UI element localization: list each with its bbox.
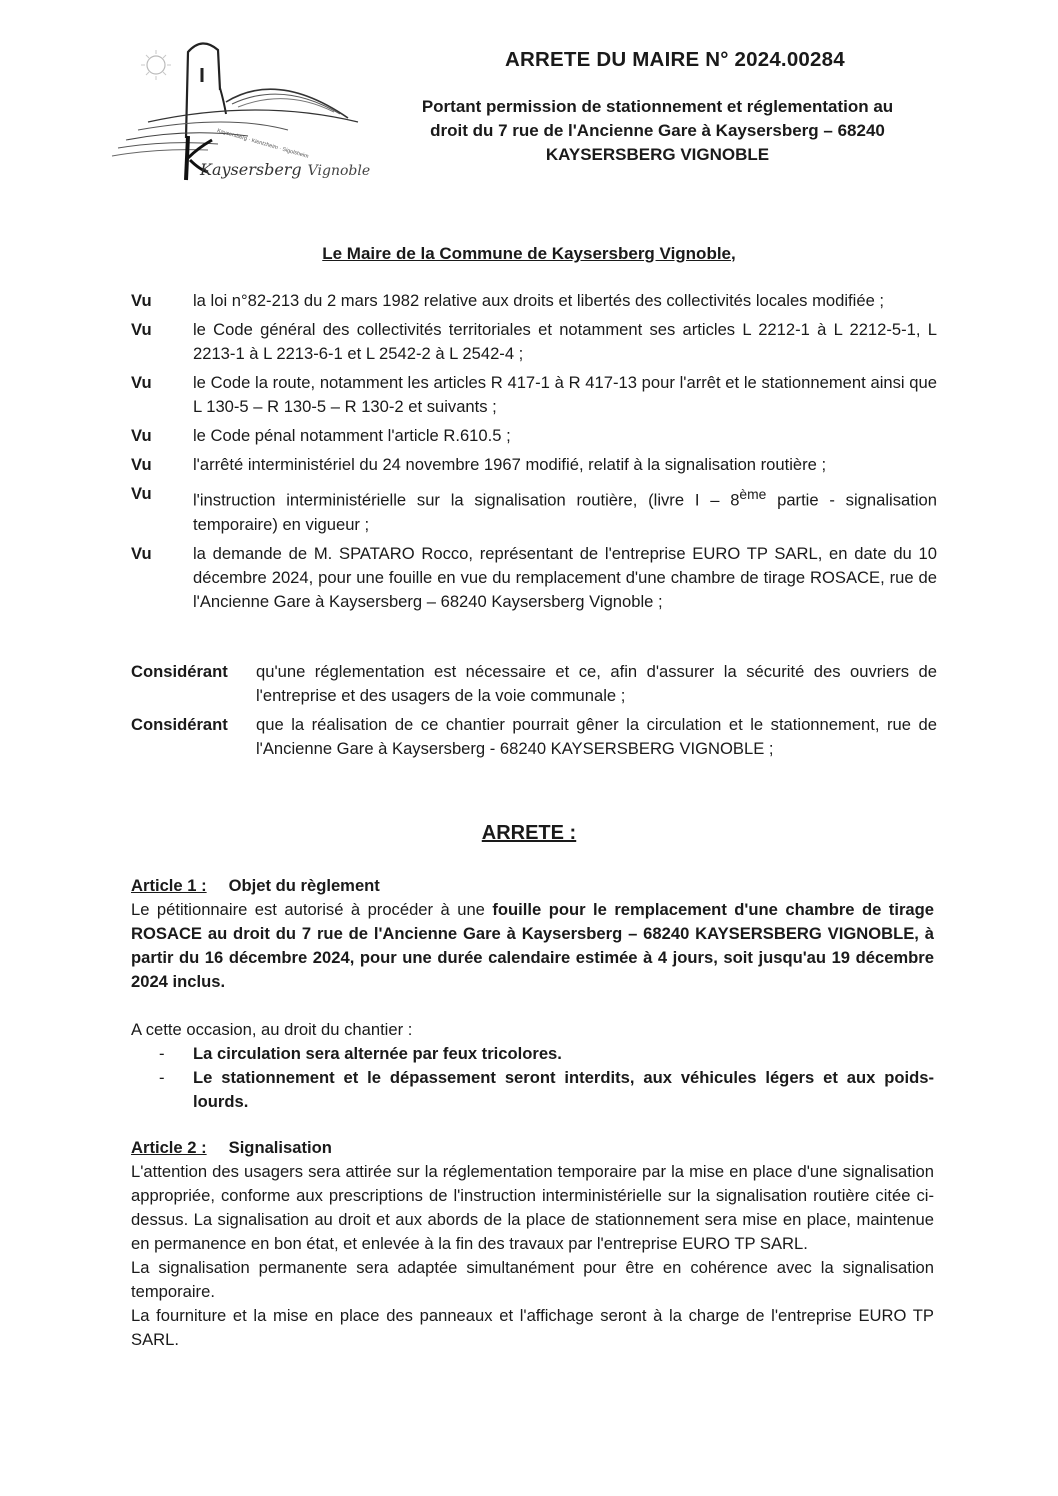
vu-label: Vu	[131, 455, 152, 474]
spacer	[131, 994, 934, 1018]
vu-text	[193, 482, 937, 537]
vu-text-part: l'instruction interministérielle sur la signalisation routière, (livre I – 8	[193, 490, 740, 510]
article-1-heading	[131, 874, 934, 898]
article-1-bold-text: fouille pour le remplacement d'une chambre de tirage ROSACE au droit du 7 rue de l'Ancienne Gare à Kaysersberg – 68240 KAYSERSBERG VIGNOBLE, à partir du 16 décembre 2024, pour une durée calendaire estimée à 4 jours, soit jusqu'au 19 décembre 2024 inclus.	[131, 900, 934, 991]
article-2-paragraph-3: La fourniture et la mise en place des panneaux et l'affichage seront à la charge de l'entreprise EURO TP SARL.	[131, 1306, 934, 1349]
vu-list	[131, 289, 937, 619]
mayor-heading: Le Maire de la Commune de Kaysersberg Vignoble,	[322, 244, 736, 263]
article-2-number: Article 2 :	[131, 1138, 207, 1157]
considerant-list	[131, 660, 937, 766]
article-1-number: Article 1 :	[131, 876, 207, 895]
vu-text: le Code général des collectivités territoriales et notamment ses articles L 2212-1 à L 2212-5-1, L 2213-1 à L 2213-6-1 et L 2542-2 à L 2542-4 ;	[193, 320, 937, 363]
logo-name-vignoble: Vignoble	[307, 163, 371, 179]
decree-title: ARRETE DU MAIRE N° 2024.00284	[505, 48, 845, 71]
logo-name-kaysersberg: Kaysersberg	[200, 160, 302, 179]
considerant-label: Considérant	[131, 715, 228, 734]
considerant-text: que la réalisation de ce chantier pourrait gêner la circulation et le stationnement, rue de l'Ancienne Gare à Kaysersberg - 68240 KAYSERSBERG VIGNOBLE ;	[256, 715, 937, 758]
considerant-label: Considérant	[131, 662, 228, 681]
bullet-text: Le stationnement et le dépassement seront interdits, aux véhicules légers et aux poids-lourds.	[193, 1068, 934, 1111]
article-1-intro: Le pétitionnaire est autorisé à procéder à une	[131, 900, 493, 919]
considerant-text: qu'une réglementation est nécessaire et ce, afin d'assurer la sécurité des ouvriers de l'entreprise et des usagers de la voie communale ;	[256, 662, 937, 705]
logo-wordmark	[200, 160, 370, 179]
article-1-occasion: A cette occasion, au droit du chantier :	[131, 1020, 413, 1039]
article-2-paragraph-2: La signalisation permanente sera adaptée simultanément pour être en cohérence avec la signalisation temporaire.	[131, 1258, 934, 1301]
vu-label: Vu	[131, 484, 152, 503]
article-1-body	[131, 898, 934, 994]
logo-villages-text: Kaysersberg · Kientzheim · Sigolsheim	[216, 128, 310, 160]
article-2-title: Signalisation	[228, 1138, 332, 1157]
arrete-heading: ARRETE :	[481, 822, 577, 844]
vu-item	[131, 424, 937, 448]
considerant-item	[131, 713, 937, 761]
vu-label: Vu	[131, 373, 152, 392]
considerant-item	[131, 660, 937, 708]
vu-text: la loi n°82-213 du 2 mars 1982 relative aux droits et libertés des collectivités locales modifiée ;	[193, 291, 885, 310]
vu-text: l'arrêté interministériel du 24 novembre 1967 modifié, relatif à la signalisation routière ;	[193, 455, 827, 474]
article-1	[131, 874, 934, 1114]
vu-label: Vu	[131, 320, 152, 339]
decree-subject	[380, 95, 935, 167]
decree-subject-line-2: droit du 7 rue de l'Ancienne Gare à Kaysersberg – 68240	[430, 121, 885, 140]
article-2	[131, 1136, 934, 1352]
dash-icon: -	[159, 1044, 165, 1063]
vu-label: Vu	[131, 291, 152, 310]
article-2-heading	[131, 1136, 934, 1160]
article-1-bullets	[131, 1042, 934, 1114]
vu-label: Vu	[131, 543, 152, 563]
article-2-paragraph-1: L'attention des usagers sera attirée sur la réglementation temporaire par la mise en place d'une signalisation appropriée, conforme aux prescriptions de l'instruction interministérielle sur la signalisation routière citée ci-dessus. La signalisation au droit et aux abords de la place de stationnement sera mise en place, maintenue en permanence en bon état, et enlevée à la fin des travaux par l'entreprise EURO TP SARL.	[131, 1162, 934, 1253]
vu-label: Vu	[131, 426, 152, 445]
decree-subject-line-3: KAYSERSBERG VIGNOBLE	[545, 145, 770, 164]
kaysersberg-vignoble-logo	[108, 30, 371, 190]
vu-text: le Code la route, notamment les articles R 417-1 à R 417-13 pour l'arrêt et le stationnement ainsi que L 130-5 – R 130-5 – R 130-2 et suivants ;	[193, 373, 937, 416]
vu-text: la demande de M. SPATARO Rocco, représentant de l'entreprise EURO TP SARL, en date du 10 décembre 2024, pour une fouille en vue du remplacement d'une chambre de tirage ROSACE, rue de l'Ancienne Gare à Kaysersberg – 68240 Kaysersberg Vignoble ;	[193, 543, 937, 611]
article-1-title: Objet du règlement	[228, 876, 380, 895]
decree-subject-line-1: Portant permission de stationnement et réglementation au	[421, 97, 894, 116]
bullet-text: La circulation sera alternée par feux tricolores.	[193, 1044, 562, 1063]
vu-item	[131, 318, 937, 366]
vu-item	[131, 482, 937, 537]
list-item	[131, 1066, 934, 1114]
list-item	[131, 1042, 934, 1066]
vu-item	[131, 371, 937, 419]
vu-text-superscript: ème	[739, 486, 767, 502]
vu-text-part: partie - signalisation temporaire) en vigueur ;	[193, 490, 937, 534]
vu-text: le Code pénal notamment l'article R.610.5 ;	[193, 426, 511, 445]
vu-item	[131, 453, 937, 477]
vu-item	[131, 289, 937, 313]
dash-icon: -	[159, 1068, 165, 1087]
vu-item	[131, 542, 937, 614]
